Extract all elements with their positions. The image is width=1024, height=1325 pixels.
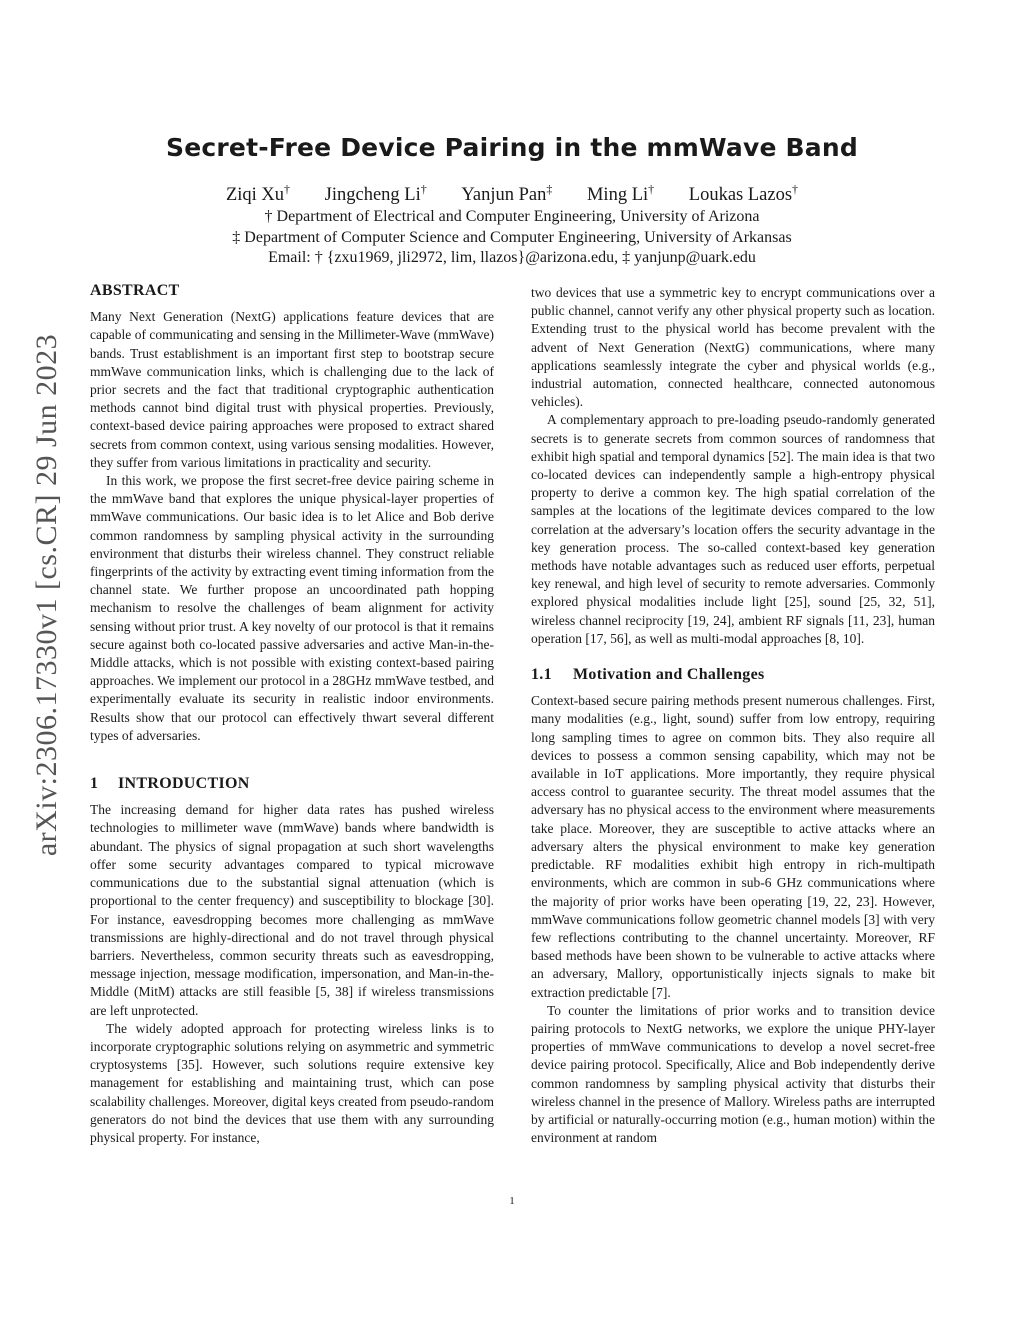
abstract-paragraph: Many Next Generation (NextG) applications feature devices that are capable of communicating and sensing in the Millimeter-Wave (mmWave) bands. Trust establishment is an important first step to bootstrap secure mmWave communication links, which is challenging due to the lack of prior secrets and the fact that traditional cryptographic authentication methods cannot bind digital trust with physical properties. Previously, context-based device pairing approaches were proposed to extract shared secrets from common context, using various sensing modalities. However, they suffer from various limitations in practicality and security. — [90, 309, 494, 470]
abstract-heading: ABSTRACT — [90, 282, 180, 299]
subsection-heading — [531, 666, 935, 684]
author: Loukas Lazos† — [688, 182, 799, 206]
author: Jingcheng Li† — [324, 182, 427, 206]
affiliation-arizona: † Department of Electrical and Computer Engineering, University of Arizona — [264, 208, 760, 225]
abstract-paragraph: In this work, we propose the first secret-free device pairing scheme in the mmWave band that explores the unique physical-layer properties of mmWave communications. Our basic idea is to let Alice and Bob derive common randomness by sampling physical activity in the surrounding environment that disturbs their wireless channel. They construct reliable fingerprints of the activity by extracting event timing information from the channel state. We further propose an uncoordinated path hopping mechanism to resolve the challenges of beam alignment for activity sensing without prior trust. A key novelty of our protocol is that it remains secure against both co-located passive adversaries and active Man-in-the-Middle attacks, which is not possible with existing context-based pairing approaches. We implement our protocol in a 28GHz mmWave testbed, and experimentally evaluate its security in realistic indoor environments. Results show that our protocol can effectively thwart several different types of adversaries. — [90, 473, 494, 743]
author: Ming Li† — [586, 182, 655, 206]
affiliation-arkansas: ‡ Department of Computer Science and Computer Engineering, University of Arkansas — [232, 229, 792, 246]
author-list — [0, 182, 1024, 206]
page-number: 1 — [509, 1195, 515, 1207]
body-paragraph: two devices that use a symmetric key to encrypt communications over a public channel, cannot verify any other physical property such as location. Extending trust to the physical world has become prevalent with the advent of Next Generation (NextG) communications, where many applications seamlessly integrate the cyber and physical worlds (e.g., industrial automation, connected healthcare, connected autonomous vehicles). — [531, 285, 935, 410]
introduction-heading — [90, 775, 494, 793]
body-paragraph: A complementary approach to pre-loading pseudo-randomly generated secrets is to generate secrets from common sources of randomness that exhibit high spatial and temporal dynamics [52]. The main idea is that two co-located devices can independently sample a high-entropy physical property to derive a common key. The high spatial correlation of the samples at the locations of the legitimate devices compared to the low correlation at the adversary’s location offers the security advantage in the key generation process. The so-called context-based key generation methods have notable advantages such as reduced user efforts, perpetual key renewal, and high level of security to remote adversaries. Commonly explored physical modalities include light [25], sound [25, 32, 51], wireless channel reciprocity [19, 24], ambient RF signals [11, 23], human operation [17, 56], as well as multi-modal approaches [8, 10]. — [531, 412, 935, 646]
author: Ziqi Xu† — [225, 182, 291, 206]
paper-title: Secret-Free Device Pairing in the mmWave Band — [166, 133, 858, 162]
left-column — [90, 282, 494, 1147]
body-paragraph: To counter the limitations of prior works and to transition device pairing protocols to NextG networks, we explore the unique PHY-layer properties of mmWave communications to develop a novel secret-free device pairing protocol. Specifically, Alice and Bob independently derive common randomness by sampling physical activity that disturbs their wireless channel in the presence of Mallory. Wireless paths are interrupted by artificial or naturally-occurring motion (e.g., human motion) within the environment at random — [531, 1002, 935, 1146]
arxiv-stamp-text: arXiv:2306.17330v1 [cs.CR] 29 Jun 2023 — [30, 333, 63, 857]
subsection-title: Motivation and Challenges — [573, 666, 765, 684]
author: Yanjun Pan‡ — [461, 182, 553, 206]
section-title: INTRODUCTION — [118, 775, 250, 793]
body-paragraph: The increasing demand for higher data rates has pushed wireless technologies to millimeter wave (mmWave) bands where bandwidth is abundant. The physics of signal propagation at such short wavelengths offer some security advantages compared to typical microwave communications due to the substantial signal attenuation (which is proportional to the center frequency) and susceptibility to blockage [30]. For instance, eavesdropping becomes more challenging as mmWave transmissions are highly-directional and do not travel through physical barriers. Nevertheless, common security threats such as eavesdropping, message injection, message modification, impersonation, and Man-in-the-Middle (MitM) attacks are still feasible [5, 38] if wireless transmissions are left unprotected. — [90, 802, 494, 1018]
body-paragraph: Context-based secure pairing methods present numerous challenges. First, many modalities (e.g., light, sound) suffer from low entropy, requiring long sampling times to agree on common bits. They also require all devices to possess a common sensing capability, which may not be available in IoT applications. More importantly, they require physical access control to guarantee security. The threat model assumes that the adversary has no physical access to the environment where measurements take place. Moreover, they are susceptible to active attacks where an adversary alters the physical environment to make key generation predictable. RF modalities exhibit high entropy in rich-multipath environments, which are common in sub-6 GHz communications where the majority of prior works have been operating [19, 22, 23]. However, mmWave communications follow geometric channel models [3] with very few reflections contributing to the channel uncertainty. Moreover, RF based methods have been shown to be vulnerable to active attacks where an adversary, Mallory, opportunistically injects signals to make bit extraction predictable [7]. — [531, 693, 935, 1000]
section-number: 1 — [90, 775, 99, 793]
body-paragraph: The widely adopted approach for protecting wireless links is to incorporate cryptographic solutions relying on asymmetric and symmetric cryptosystems [35]. However, such solutions require extensive key management for establishing and maintaining trust, which can pose scalability challenges. Moreover, digital keys created from pseudo-random generators do not bind the devices that use them with any surrounding physical property. For instance, — [90, 1020, 494, 1145]
author-emails: Email: † {zxu1969, jli2972, lim, llazos}@arizona.edu, ‡ yanjunp@uark.edu — [268, 249, 756, 266]
right-column — [531, 284, 935, 1147]
subsection-number: 1.1 — [531, 666, 552, 684]
